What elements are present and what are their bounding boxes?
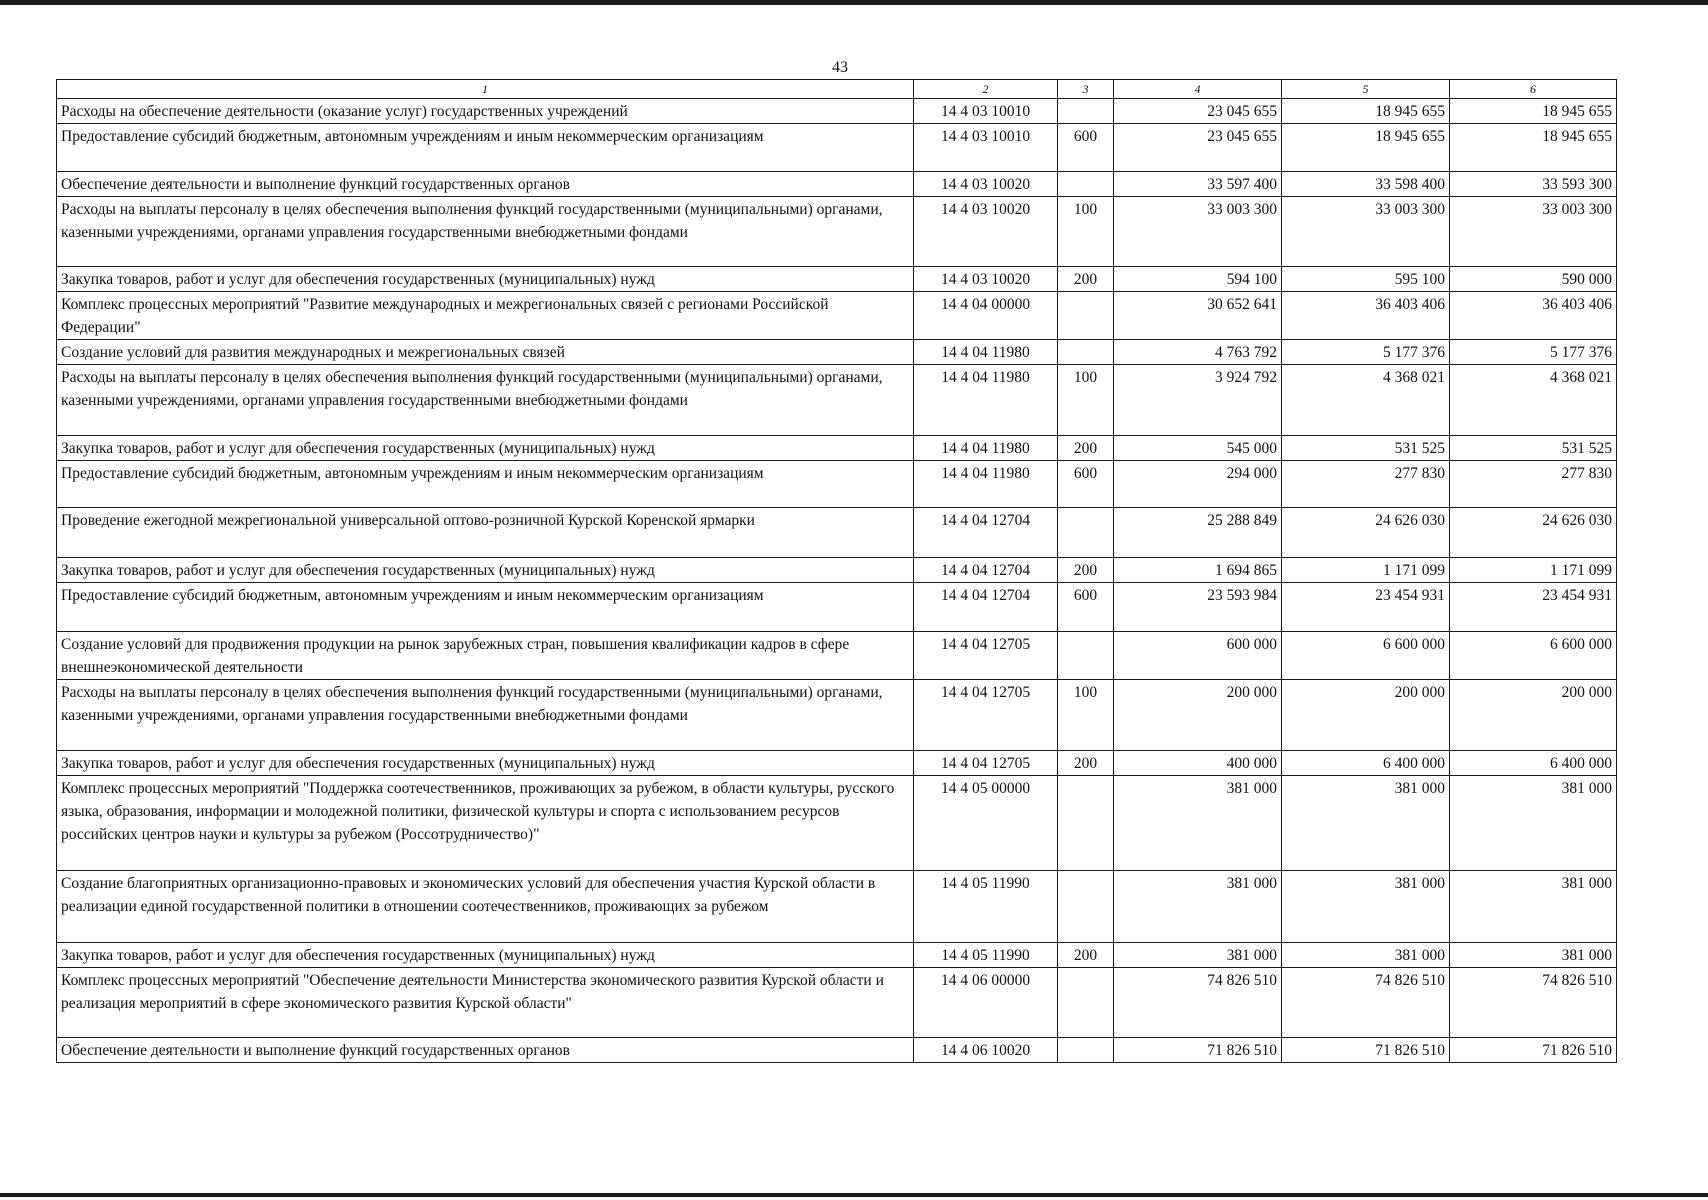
row-value-6-cell: 33 593 300: [1450, 172, 1617, 197]
row-value-4-cell: 71 826 510: [1114, 1038, 1282, 1063]
row-value-5-cell: 71 826 510: [1282, 1038, 1450, 1063]
row-code-cell: 14 4 04 12704: [914, 508, 1058, 558]
row-code-cell: 14 4 05 11990: [914, 871, 1058, 943]
row-name-cell: Закупка товаров, работ и услуг для обеспечения государственных (муниципальных) нужд: [57, 751, 914, 776]
column-header-4: 4: [1114, 80, 1282, 99]
row-value-6-cell: 381 000: [1450, 943, 1617, 968]
table-row: [57, 172, 1617, 197]
row-code-cell: 14 4 04 11980: [914, 340, 1058, 365]
row-value-4-cell: 594 100: [1114, 267, 1282, 292]
table-row: [57, 508, 1617, 558]
row-value-4-cell: 381 000: [1114, 871, 1282, 943]
row-value-5-cell: 23 454 931: [1282, 583, 1450, 632]
table-row: [57, 680, 1617, 751]
row-value-4-cell: 545 000: [1114, 436, 1282, 461]
column-header-5: 5: [1282, 80, 1450, 99]
row-code-cell: 14 4 04 12705: [914, 751, 1058, 776]
row-value-4-cell: 23 045 655: [1114, 99, 1282, 124]
column-header-1: 1: [57, 80, 914, 99]
row-value-4-cell: 381 000: [1114, 776, 1282, 871]
row-type-cell: [1058, 968, 1114, 1038]
row-name-cell: Обеспечение деятельности и выполнение функций государственных органов: [57, 172, 914, 197]
row-value-5-cell: 531 525: [1282, 436, 1450, 461]
row-name-cell: Создание благоприятных организационно-правовых и экономических условий для обеспечения участия Курской области в реализации единой государственной политики в отношении соотечественников, проживающих за рубежом: [57, 871, 914, 943]
row-code-cell: 14 4 05 00000: [914, 776, 1058, 871]
row-value-5-cell: 33 598 400: [1282, 172, 1450, 197]
row-code-cell: 14 4 05 11990: [914, 943, 1058, 968]
row-value-6-cell: 4 368 021: [1450, 365, 1617, 436]
table-row: [57, 197, 1617, 267]
row-code-cell: 14 4 03 10010: [914, 99, 1058, 124]
row-type-cell: [1058, 871, 1114, 943]
row-code-cell: 14 4 03 10020: [914, 197, 1058, 267]
row-value-6-cell: 18 945 655: [1450, 99, 1617, 124]
row-code-cell: 14 4 03 10010: [914, 124, 1058, 172]
row-name-cell: Предоставление субсидий бюджетным, автономным учреждениям и иным некоммерческим организациям: [57, 461, 914, 508]
row-value-5-cell: 277 830: [1282, 461, 1450, 508]
row-value-4-cell: 1 694 865: [1114, 558, 1282, 583]
budget-table: [56, 79, 1617, 1063]
row-type-cell: [1058, 99, 1114, 124]
row-type-cell: [1058, 632, 1114, 680]
row-name-cell: Обеспечение деятельности и выполнение функций государственных органов: [57, 1038, 914, 1063]
row-name-cell: Закупка товаров, работ и услуг для обеспечения государственных (муниципальных) нужд: [57, 267, 914, 292]
row-type-cell: 600: [1058, 583, 1114, 632]
table-body: [57, 99, 1617, 1063]
row-code-cell: 14 4 04 11980: [914, 461, 1058, 508]
row-value-4-cell: 381 000: [1114, 943, 1282, 968]
page-number: 43: [832, 59, 848, 76]
table-row: [57, 751, 1617, 776]
row-value-6-cell: 18 945 655: [1450, 124, 1617, 172]
table-row: [57, 1038, 1617, 1063]
row-type-cell: 600: [1058, 124, 1114, 172]
row-name-cell: Расходы на выплаты персоналу в целях обеспечения выполнения функций государственными (муниципальными) органами, казенными учреждениями, органами управления государственными внебюджетными фондами: [57, 197, 914, 267]
row-type-cell: 200: [1058, 751, 1114, 776]
row-value-6-cell: 381 000: [1450, 776, 1617, 871]
row-name-cell: Предоставление субсидий бюджетным, автономным учреждениям и иным некоммерческим организациям: [57, 124, 914, 172]
table-row: [57, 871, 1617, 943]
column-header-2: 2: [914, 80, 1058, 99]
row-value-5-cell: 6 600 000: [1282, 632, 1450, 680]
row-name-cell: Закупка товаров, работ и услуг для обеспечения государственных (муниципальных) нужд: [57, 436, 914, 461]
row-code-cell: 14 4 03 10020: [914, 267, 1058, 292]
row-value-4-cell: 25 288 849: [1114, 508, 1282, 558]
row-value-4-cell: 4 763 792: [1114, 340, 1282, 365]
row-type-cell: [1058, 776, 1114, 871]
row-code-cell: 14 4 03 10020: [914, 172, 1058, 197]
top-scan-border: [0, 0, 1708, 5]
column-header-3: 3: [1058, 80, 1114, 99]
row-value-5-cell: 381 000: [1282, 871, 1450, 943]
row-type-cell: [1058, 292, 1114, 340]
table-row: [57, 461, 1617, 508]
row-value-4-cell: 400 000: [1114, 751, 1282, 776]
row-value-5-cell: 33 003 300: [1282, 197, 1450, 267]
table-row: [57, 583, 1617, 632]
row-value-5-cell: 36 403 406: [1282, 292, 1450, 340]
row-value-6-cell: 6 400 000: [1450, 751, 1617, 776]
row-name-cell: Закупка товаров, работ и услуг для обеспечения государственных (муниципальных) нужд: [57, 558, 914, 583]
row-value-6-cell: 531 525: [1450, 436, 1617, 461]
row-value-6-cell: 24 626 030: [1450, 508, 1617, 558]
row-type-cell: 100: [1058, 197, 1114, 267]
row-code-cell: 14 4 04 11980: [914, 365, 1058, 436]
table-row: [57, 267, 1617, 292]
row-value-6-cell: 71 826 510: [1450, 1038, 1617, 1063]
row-type-cell: 200: [1058, 267, 1114, 292]
row-name-cell: Расходы на выплаты персоналу в целях обеспечения выполнения функций государственными (муниципальными) органами, казенными учреждениями, органами управления государственными внебюджетными фондами: [57, 680, 914, 751]
row-value-5-cell: 200 000: [1282, 680, 1450, 751]
row-name-cell: Расходы на выплаты персоналу в целях обеспечения выполнения функций государственными (муниципальными) органами, казенными учреждениями, органами управления государственными внебюджетными фондами: [57, 365, 914, 436]
row-value-5-cell: 74 826 510: [1282, 968, 1450, 1038]
row-type-cell: [1058, 1038, 1114, 1063]
row-value-4-cell: 23 593 984: [1114, 583, 1282, 632]
row-code-cell: 14 4 06 10020: [914, 1038, 1058, 1063]
row-value-4-cell: 30 652 641: [1114, 292, 1282, 340]
row-type-cell: [1058, 340, 1114, 365]
row-type-cell: 100: [1058, 680, 1114, 751]
row-value-6-cell: 5 177 376: [1450, 340, 1617, 365]
table-row: [57, 632, 1617, 680]
row-value-4-cell: 600 000: [1114, 632, 1282, 680]
row-type-cell: [1058, 172, 1114, 197]
row-name-cell: Комплекс процессных мероприятий "Поддержка соотечественников, проживающих за рубежом, в области культуры, русского языка, образования, информации и молодежной политики, физической культуры и спорта с использованием ресурсов российских центров науки и культуры за рубежом (Россотрудничество)": [57, 776, 914, 871]
row-code-cell: 14 4 04 12705: [914, 632, 1058, 680]
row-value-6-cell: 1 171 099: [1450, 558, 1617, 583]
row-name-cell: Закупка товаров, работ и услуг для обеспечения государственных (муниципальных) нужд: [57, 943, 914, 968]
table-row: [57, 776, 1617, 871]
row-value-6-cell: 200 000: [1450, 680, 1617, 751]
table-row: [57, 340, 1617, 365]
row-value-6-cell: 74 826 510: [1450, 968, 1617, 1038]
row-code-cell: 14 4 04 12704: [914, 583, 1058, 632]
row-name-cell: Комплекс процессных мероприятий "Развитие международных и межрегиональных связей с регионами Российской Федерации": [57, 292, 914, 340]
row-type-cell: 100: [1058, 365, 1114, 436]
row-type-cell: [1058, 508, 1114, 558]
table-row: [57, 292, 1617, 340]
row-code-cell: 14 4 04 12704: [914, 558, 1058, 583]
row-code-cell: 14 4 04 00000: [914, 292, 1058, 340]
row-value-4-cell: 294 000: [1114, 461, 1282, 508]
row-name-cell: Проведение ежегодной межрегиональной универсальной оптово-розничной Курской Коренской ярмарки: [57, 508, 914, 558]
row-value-6-cell: 277 830: [1450, 461, 1617, 508]
table-row: [57, 943, 1617, 968]
row-value-4-cell: 33 003 300: [1114, 197, 1282, 267]
row-value-5-cell: 6 400 000: [1282, 751, 1450, 776]
table-header-row: [57, 80, 1617, 99]
row-value-5-cell: 381 000: [1282, 776, 1450, 871]
row-code-cell: 14 4 04 11980: [914, 436, 1058, 461]
row-value-5-cell: 1 171 099: [1282, 558, 1450, 583]
row-value-6-cell: 36 403 406: [1450, 292, 1617, 340]
row-name-cell: Создание условий для продвижения продукции на рынок зарубежных стран, повышения квалификации кадров в сфере внешнеэкономической деятельности: [57, 632, 914, 680]
row-type-cell: 200: [1058, 943, 1114, 968]
row-value-6-cell: 6 600 000: [1450, 632, 1617, 680]
row-value-6-cell: 33 003 300: [1450, 197, 1617, 267]
row-type-cell: 200: [1058, 558, 1114, 583]
row-value-4-cell: 23 045 655: [1114, 124, 1282, 172]
row-value-6-cell: 23 454 931: [1450, 583, 1617, 632]
row-type-cell: 600: [1058, 461, 1114, 508]
row-value-6-cell: 381 000: [1450, 871, 1617, 943]
row-value-5-cell: 4 368 021: [1282, 365, 1450, 436]
row-value-6-cell: 590 000: [1450, 267, 1617, 292]
row-value-4-cell: 200 000: [1114, 680, 1282, 751]
row-value-5-cell: 595 100: [1282, 267, 1450, 292]
row-value-5-cell: 381 000: [1282, 943, 1450, 968]
row-code-cell: 14 4 04 12705: [914, 680, 1058, 751]
table-row: [57, 124, 1617, 172]
row-value-4-cell: 33 597 400: [1114, 172, 1282, 197]
row-value-5-cell: 5 177 376: [1282, 340, 1450, 365]
table-row: [57, 436, 1617, 461]
row-name-cell: Предоставление субсидий бюджетным, автономным учреждениям и иным некоммерческим организациям: [57, 583, 914, 632]
table-row: [57, 365, 1617, 436]
table-row: [57, 99, 1617, 124]
row-value-5-cell: 24 626 030: [1282, 508, 1450, 558]
row-name-cell: Комплекс процессных мероприятий "Обеспечение деятельности Министерства экономического развития Курской области и реализация мероприятий в сфере экономического развития Курской области": [57, 968, 914, 1038]
row-value-5-cell: 18 945 655: [1282, 124, 1450, 172]
row-value-5-cell: 18 945 655: [1282, 99, 1450, 124]
row-name-cell: Расходы на обеспечение деятельности (оказание услуг) государственных учреждений: [57, 99, 914, 124]
row-type-cell: 200: [1058, 436, 1114, 461]
table-row: [57, 558, 1617, 583]
column-header-6: 6: [1450, 80, 1617, 99]
row-value-4-cell: 74 826 510: [1114, 968, 1282, 1038]
bottom-scan-border: [0, 1193, 1708, 1197]
row-name-cell: Создание условий для развития международных и межрегиональных связей: [57, 340, 914, 365]
row-code-cell: 14 4 06 00000: [914, 968, 1058, 1038]
row-value-4-cell: 3 924 792: [1114, 365, 1282, 436]
table-row: [57, 968, 1617, 1038]
